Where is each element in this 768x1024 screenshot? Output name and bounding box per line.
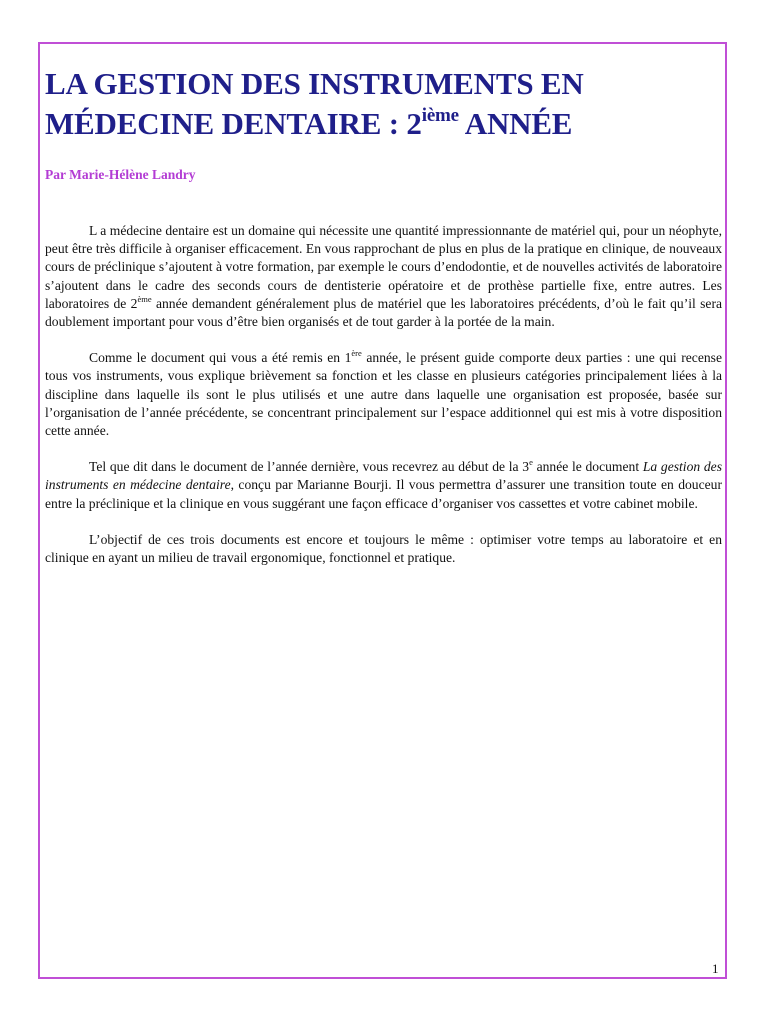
paragraph-2-text-b: année, le présent guide comporte deux parties : une qui recense tous vos instruments, vous explique brièvement sa fonction et les classe en plusieurs catégories principalement liées à la discipline dans laquelle ils sont le plus utilisés et une autre dans laquelle une organisation est proposée, basée sur l’organisation de l’année précédente, se concentrant principalement sur l’espace additionnel qui est mis à votre disposition cette année. — [45, 350, 722, 439]
document-title — [45, 64, 725, 144]
paragraph-3-text-b: année le document — [532, 459, 643, 475]
title-line-1: LA GESTION DES INSTRUMENTS EN — [45, 66, 584, 101]
paragraph-3-italic-title: La gestion des instruments en médecine dentaire — [45, 459, 722, 493]
author-byline: Par Marie-Hélène Landry — [45, 167, 196, 182]
paragraph-2-superscript: ère — [351, 348, 362, 359]
paragraph-3-superscript: e — [529, 457, 533, 468]
paragraph-3 — [45, 458, 722, 513]
paragraph-3-text-a: Tel que dit dans le document de l’année dernière, vous recevrez au début de la 3 — [89, 459, 530, 475]
title-line-2-prefix: MÉDECINE DENTAIRE : 2 — [45, 106, 422, 141]
title-line-2-suffix: ANNÉE — [458, 106, 573, 141]
document-body — [45, 222, 722, 585]
paragraph-1-text-a: L a médecine dentaire est un domaine qui nécessite une quantité impressionnante de matériel qui, pour un néophyte, peut être très difficile à organiser efficacement. En vous rapprochant de plus en plus de la pratique en clinique, de nouveaux cours de préclinique s’ajoutent à votre formation, par exemple le cours d’endodontie, et de nouvelles activités de laboratoire s’ajoutent dans le cadre des seconds cours de dentisterie opératoire et de prothèse partielle fixe, entre autres. Les laboratoires de 2 — [45, 223, 722, 311]
page-number: 1 — [712, 961, 719, 976]
paragraph-2 — [45, 349, 722, 440]
paragraph-1-superscript: ème — [137, 293, 152, 304]
paragraph-1 — [45, 222, 722, 331]
paragraph-4: L’objectif de ces trois documents est encore et toujours le même : optimiser votre temps au laboratoire et en clinique en ayant un milieu de travail ergonomique, fonctionnel et pratique. — [45, 531, 722, 566]
title-ordinal-superscript: ième — [421, 105, 459, 126]
paragraph-3-text-c: , conçu par Marianne Bourji. Il vous permettra d’assurer une transition toute en douceur entre la préclinique et la clinique en vous suggérant une façon efficace d’organiser vos cassettes et votre cabinet mobile. — [45, 477, 722, 511]
paragraph-2-text-a: Comme le document qui vous a été remis en 1 — [89, 350, 352, 366]
paragraph-1-text-b: année demandent généralement plus de matériel que les laboratoires précédents, d’où le fait qu’il sera doublement important pour vous d’être bien organisés et de tout garder à la portée de la main. — [45, 295, 723, 330]
